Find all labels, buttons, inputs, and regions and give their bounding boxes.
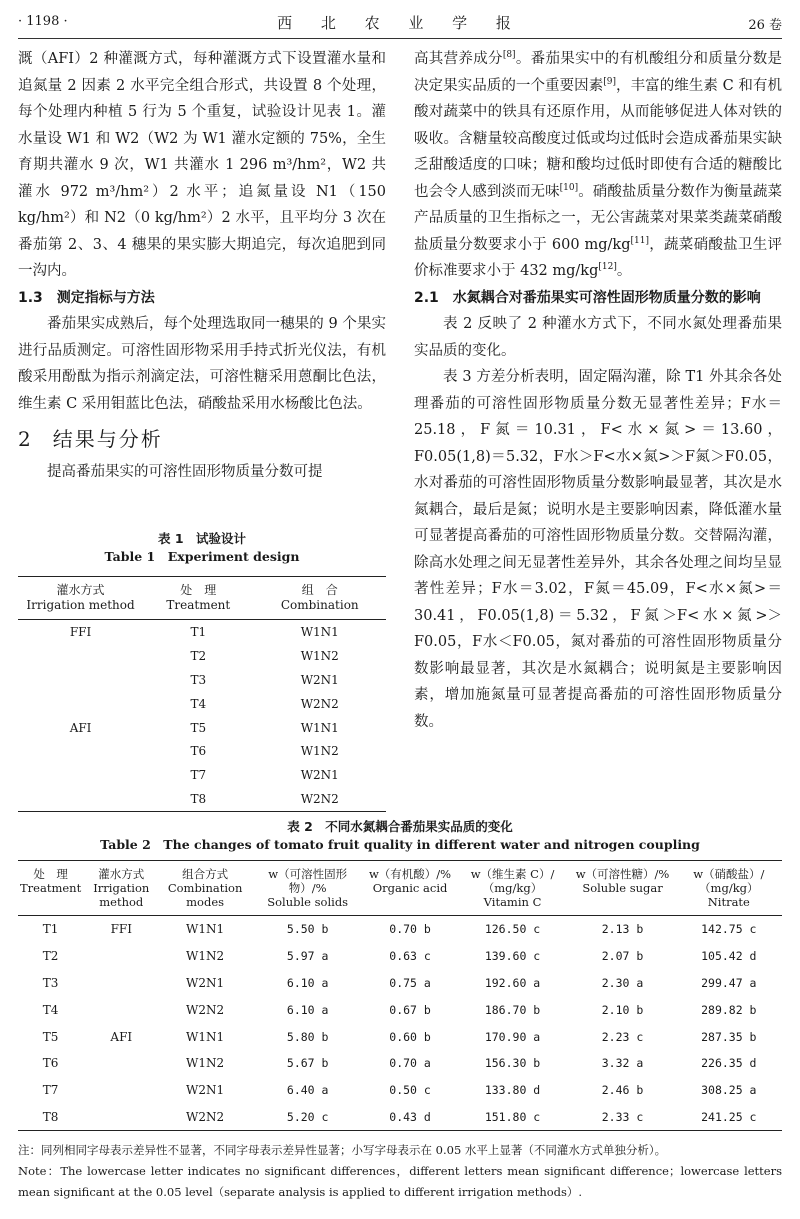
t2-cell-ni: 226.35 d <box>701 1056 757 1071</box>
section-1-3-heading: 1.3 测定指标与方法 <box>18 289 155 306</box>
t1-treatment: T1 <box>190 624 207 639</box>
table-row <box>18 787 386 811</box>
t2-cell-sg: 2.30 a <box>601 975 644 990</box>
text-run: 。番茄果实中的有机酸组分和质量分数是决定果实品质的一个重要因素 <box>414 51 782 94</box>
t2-header-cn: w（维生素 C）/（mg/kg） <box>470 867 555 895</box>
table-row <box>18 1050 782 1077</box>
t2-header-cn: 处 理 <box>33 867 68 881</box>
t2-header-en: Irrigation method <box>93 881 150 909</box>
t2-method <box>83 1077 159 1104</box>
table-row <box>18 644 386 668</box>
right-column <box>414 46 782 735</box>
citation-ref: [12] <box>598 262 617 273</box>
t2-cell-c: W2N1 <box>186 975 225 990</box>
table-row <box>18 943 782 970</box>
citation-ref: [11] <box>630 235 649 246</box>
t1-header-cn: 组 合 <box>301 583 338 597</box>
page-number: · 1198 · <box>18 14 68 29</box>
text-run: 。 <box>616 263 632 279</box>
t2-cell-t: T7 <box>42 1083 59 1098</box>
table-row <box>18 692 386 716</box>
table-1-caption <box>18 530 386 566</box>
t2-cell-c: W1N2 <box>186 1056 225 1071</box>
t1-header-cn: 灌水方式 <box>56 583 105 597</box>
t2-cell-sg: 2.07 b <box>601 949 644 964</box>
t2-cell-sg: 2.46 b <box>601 1083 644 1098</box>
t2-header-cn: 灌水方式 <box>98 867 145 881</box>
t2-cell-ni: 105.42 d <box>701 949 757 964</box>
t2-header-cn: w（硝酸盐）/（mg/kg） <box>693 867 765 895</box>
table-1-caption-cn: 表 1 试验设计 <box>157 531 247 546</box>
t1-combination: W2N1 <box>300 672 339 687</box>
table-row <box>18 739 386 763</box>
right-paragraph-2: 表 2 反映了 2 种灌水方式下，不同水氮处理番茄果实品质的变化。 <box>414 316 782 359</box>
table-row <box>18 1077 782 1104</box>
table-2 <box>18 860 782 1131</box>
left-paragraph-3: 提高番茄果实的可溶性固形物质量分数可提 <box>47 464 323 480</box>
t2-cell-c: W1N1 <box>186 922 225 937</box>
t2-method <box>83 970 159 997</box>
t2-cell-ss: 6.10 a <box>286 1002 329 1017</box>
t2-method: AFI <box>110 1029 133 1044</box>
t2-cell-t: T3 <box>42 975 59 990</box>
t1-combination: W1N2 <box>300 648 339 663</box>
t2-cell-oa: 0.70 a <box>389 1056 431 1071</box>
table-1-caption-en: Table 1 Experiment design <box>104 549 300 564</box>
t2-cell-oa: 0.75 a <box>389 975 431 990</box>
citation-ref: [8] <box>502 50 516 61</box>
t2-cell-sg: 2.13 b <box>601 922 644 937</box>
t2-cell-ss: 5.20 c <box>251 1104 365 1131</box>
t2-header-en: Organic acid <box>372 881 448 895</box>
t2-cell-oa: 0.43 d <box>365 1104 456 1131</box>
text-run: ，丰富的维生素 C 和有机酸对蔬菜中的铁具有还原作用，从而能够促进人体对铁的吸收。含糖量较高酸度过低或均过低时会造成番茄果实缺乏甜酸适度的口味；糖和酸均过低时即使有合适的糖酸比也会令人感到淡而无味 <box>414 77 783 200</box>
t2-method <box>83 996 159 1023</box>
section-2-1-heading: 2.1 水氮耦合对番茄果实可溶性固形物质量分数的影响 <box>414 289 761 306</box>
t2-cell-c: W2N2 <box>186 1002 225 1017</box>
left-column <box>18 46 386 486</box>
table-row <box>18 1104 782 1131</box>
t2-method <box>83 943 159 970</box>
t1-combination: W2N2 <box>300 696 339 711</box>
t2-cell-ss: 5.97 a <box>286 949 329 964</box>
t2-header-cn: w（可溶性固形物）/% <box>268 867 348 895</box>
t2-method: FFI <box>110 922 132 937</box>
table-1-header-row <box>18 577 386 620</box>
t2-header-cn: w（可溶性糖）/% <box>575 867 670 881</box>
t2-cell-vc: 156.30 b <box>484 1056 541 1071</box>
t2-cell-vc: 139.60 c <box>484 949 541 964</box>
t1-treatment: T5 <box>190 720 207 735</box>
t2-cell-ni: 241.25 c <box>676 1104 782 1131</box>
table-1 <box>18 576 386 812</box>
t1-combination: W2N2 <box>254 787 387 811</box>
t2-cell-t: T8 <box>18 1104 83 1131</box>
t2-method <box>83 1104 159 1131</box>
t2-cell-ss: 6.40 a <box>286 1083 329 1098</box>
t1-header-en: Treatment <box>166 598 231 612</box>
t2-header-en: Soluble sugar <box>582 881 663 895</box>
t2-cell-t: T6 <box>42 1056 59 1071</box>
left-paragraph-2: 番茄果实成熟后，每个处理选取同一穗果的 9 个果实进行品质测定。可溶性固形物采用手持式折光仪法，有机酸采用酚酞为指示剂滴定法，可溶性糖采用蒽酮比色法，维生素 C 采用钼蓝比色法，硝酸盐采用水杨酸比色法。 <box>18 316 386 412</box>
table-row <box>18 763 386 787</box>
t2-cell-t: T5 <box>42 1029 59 1044</box>
t2-cell-ni: 308.25 a <box>701 1083 757 1098</box>
t2-header-en: Combination modes <box>167 881 243 909</box>
t1-header-cn: 处 理 <box>180 583 217 597</box>
left-paragraph-1: 溉（AFI）2 种灌溉方式，每种灌溉方式下设置灌水量和追氮量 2 因素 2 水平完全组合形式，共设置 8 个处理，每个处理内种植 5 行为 5 个重复，试验设计见表 1。灌水量设 W1 和 W2（W2 为 W1 灌水定额的 75%，全生育期共灌水 9 次，W1 共灌水 1 296 m³/hm²，W2 共灌水 972 m³/hm²）2 水平；追氮量设 N1（150 kg/hm²）和 N2（0 kg/hm²）2 水平，且平均分 3 次在番茄第 2、3、4 穗果的果实膨大期追完，每次追肥到同一沟内。 <box>18 51 386 279</box>
t2-cell-vc: 170.90 a <box>484 1029 541 1044</box>
t1-combination: W1N1 <box>300 624 339 639</box>
t2-cell-ss: 5.80 b <box>286 1029 329 1044</box>
t1-combination: W1N2 <box>300 744 339 759</box>
t1-header-en: Combination <box>280 598 359 612</box>
right-paragraph-1 <box>414 46 782 285</box>
section-2-title: 结果与分析 <box>52 427 163 451</box>
t2-cell-ss: 5.67 b <box>286 1056 329 1071</box>
t1-treatment: T4 <box>190 696 207 711</box>
citation-ref: [10] <box>559 182 579 193</box>
t2-cell-t: T1 <box>42 922 59 937</box>
note-cn: 注：同列相同字母表示差异性不显著，不同字母表示差异性显著；小写字母表示在 0.05 水平上显著（不同灌水方式单独分析）。 <box>18 1143 667 1157</box>
text-run: 高其营养成分 <box>414 51 503 67</box>
t1-treatment: T8 <box>143 787 253 811</box>
text-run: ，蔬菜硝酸盐卫生评价标准要求小于 432 mg/kg <box>414 236 782 279</box>
table-2-block <box>18 818 782 1131</box>
t2-cell-oa: 0.60 b <box>389 1029 431 1044</box>
t2-cell-vc: 133.80 d <box>484 1083 541 1098</box>
table-row <box>18 970 782 997</box>
t1-method-ffi: FFI <box>69 624 92 639</box>
t2-cell-vc: 186.70 b <box>484 1002 541 1017</box>
t2-cell-oa: 0.67 b <box>389 1002 431 1017</box>
header-rule <box>18 38 782 39</box>
t1-treatment: T6 <box>190 744 207 759</box>
section-2-heading <box>18 421 386 457</box>
journal-title: 西 北 农 业 学 报 <box>277 14 523 32</box>
t2-header-cn: 组合方式 <box>182 867 229 881</box>
t2-cell-oa: 0.63 c <box>389 949 431 964</box>
t2-cell-vc: 126.50 c <box>484 922 541 937</box>
t2-cell-oa: 0.70 b <box>389 922 431 937</box>
t2-cell-sg: 3.32 a <box>601 1056 644 1071</box>
t2-cell-oa: 0.50 c <box>389 1083 431 1098</box>
t1-treatment: T2 <box>190 648 207 663</box>
t2-header-en: Nitrate <box>707 895 750 909</box>
t2-cell-ni: 142.75 c <box>701 922 757 937</box>
t2-cell-t: T2 <box>42 949 59 964</box>
table-row <box>18 916 782 943</box>
table-row <box>18 996 782 1023</box>
t1-treatment: T7 <box>190 768 207 783</box>
table-2-body <box>18 916 782 1131</box>
t2-cell-ni: 289.82 b <box>701 1002 757 1017</box>
t2-cell-ni: 287.35 b <box>701 1029 757 1044</box>
table-notes <box>18 1140 782 1203</box>
t2-header-en: Vitamin C <box>483 895 542 909</box>
t1-combination: W1N1 <box>300 720 339 735</box>
t2-cell-vc: 192.60 a <box>484 975 541 990</box>
table-row <box>18 716 386 740</box>
right-paragraph-3: 表 3 方差分析表明，固定隔沟灌，除 T1 外其余各处理番茄的可溶性固形物质量分数无显著性差异；F水＝25.18，F氮＝10.31，F<水×氮>＝13.60，F0.05(1,8)＝5.32，F水＞F<水×氮>＞F氮＞F0.05，水对番茄的可溶性固形物质量分数影响最显著，其次是水氮耦合，最后是氮；说明水是主要影响因素，降低灌水量可显著提高番茄的可溶性固形物质量分数。交替隔沟灌，除高水处理之间无显著性差异外，其余各处理之间均呈显著性差异；F水＝3.02，F氮＝45.09，F<水×氮>＝30.41，F0.05(1,8)＝5.32，F氮＞F<水×氮>＞F0.05，F水＜F0.05，氮对番茄的可溶性固形物质量分数影响最显著，其次是水氮耦合；说明氮是主要影响因素，增加施氮量可显著提高番茄的可溶性固形物质量分数。 <box>414 369 782 730</box>
t2-cell-ni: 299.47 a <box>701 975 757 990</box>
t2-header-en: Treatment <box>20 881 82 895</box>
table-2-caption-cn: 表 2 不同水氮耦合番茄果实品质的变化 <box>287 819 513 834</box>
table-2-header-row <box>18 861 782 916</box>
t2-method <box>83 1050 159 1077</box>
section-2-number: 2 <box>18 427 33 451</box>
volume-label: 26 卷 <box>748 18 782 33</box>
table-row <box>18 1023 782 1050</box>
t1-treatment: T3 <box>190 672 207 687</box>
t2-cell-sg: 2.10 b <box>601 1002 644 1017</box>
t2-cell-c: W1N2 <box>186 949 225 964</box>
t2-header-en: Soluble solids <box>267 895 349 909</box>
t1-combination: W2N1 <box>300 768 339 783</box>
table-row <box>18 668 386 692</box>
t2-cell-vc: 151.80 c <box>456 1104 570 1131</box>
t2-cell-t: T4 <box>42 1002 59 1017</box>
t2-header-cn: w（有机酸）/% <box>368 867 452 881</box>
t1-method-afi: AFI <box>69 720 92 735</box>
t2-cell-ss: 6.10 a <box>286 975 329 990</box>
t2-cell-c: W2N2 <box>159 1104 250 1131</box>
t2-cell-sg: 2.33 c <box>569 1104 675 1131</box>
t2-cell-ss: 5.50 b <box>286 922 329 937</box>
note-en: Note：The lowercase letter indicates no significant differences，different letters mean significant difference；lowercase letters mean significant at the 0.05 level（separate analysis is applied to different irrigation methods）. <box>18 1164 782 1199</box>
t2-cell-sg: 2.23 c <box>601 1029 644 1044</box>
running-header <box>18 10 782 34</box>
citation-ref: [9] <box>603 76 616 87</box>
t1-header-en: Irrigation method <box>26 598 135 612</box>
table-row <box>18 620 386 644</box>
text-run: 。硝酸盐质量分数作为衡量蔬菜产品质量的卫生指标之一，无公害蔬菜对果菜类蔬菜硝酸盐质量分数要求小于 600 mg/kg <box>414 183 783 253</box>
t2-cell-c: W2N1 <box>186 1083 225 1098</box>
t2-cell-c: W1N1 <box>186 1029 225 1044</box>
table-2-caption-en: Table 2 The changes of tomato fruit quality in different water and nitrogen coupling <box>100 837 700 852</box>
